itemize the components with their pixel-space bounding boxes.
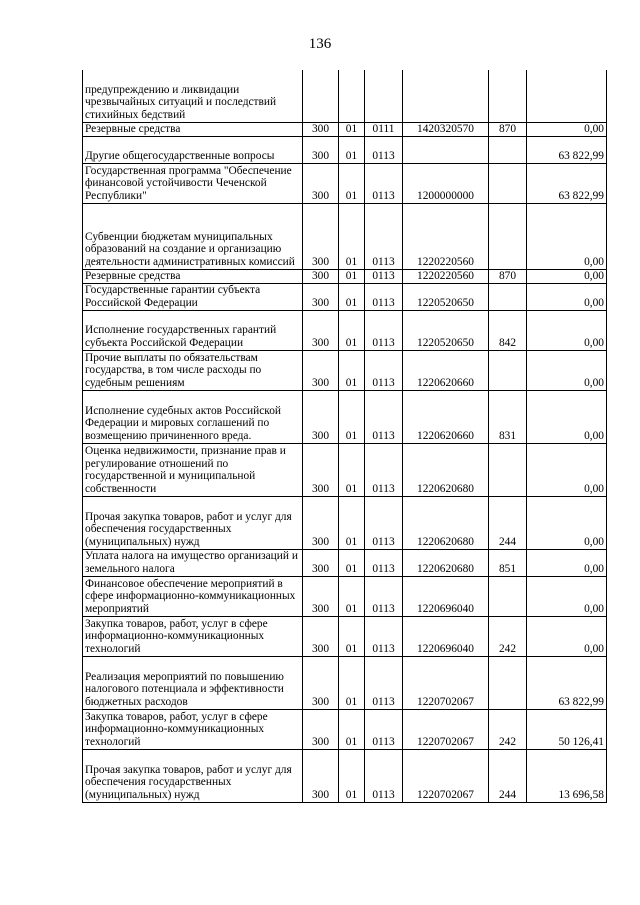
row-code xyxy=(303,70,339,122)
row-expense-type: 870 xyxy=(489,122,527,136)
row-target-article: 1420320570 xyxy=(403,122,489,136)
row-expense-type xyxy=(489,350,527,390)
table-row xyxy=(83,576,607,616)
row-name: Реализация мероприятий по повышению налогового потенциала и эффективности бюджетных расходов xyxy=(83,656,303,709)
row-target-article: 1220702067 xyxy=(403,656,489,709)
row-section: 01 xyxy=(339,350,365,390)
table-row xyxy=(83,709,607,749)
table-row xyxy=(83,310,607,350)
row-subsection: 0113 xyxy=(365,283,403,310)
row-section: 01 xyxy=(339,136,365,163)
row-subsection: 0113 xyxy=(365,549,403,576)
row-section: 01 xyxy=(339,549,365,576)
row-amount: 0,00 xyxy=(527,616,607,656)
row-amount: 13 696,58 xyxy=(527,749,607,802)
row-code: 300 xyxy=(303,269,339,283)
row-expense-type: 242 xyxy=(489,616,527,656)
budget-table-body xyxy=(83,70,607,802)
row-code: 300 xyxy=(303,203,339,269)
row-subsection: 0113 xyxy=(365,616,403,656)
row-subsection: 0113 xyxy=(365,310,403,350)
row-target-article: 1220520650 xyxy=(403,283,489,310)
row-subsection: 0113 xyxy=(365,390,403,443)
row-name: Закупка товаров, работ, услуг в сфере информационно-коммуникационных технологий xyxy=(83,709,303,749)
row-name: Другие общегосударственные вопросы xyxy=(83,136,303,163)
row-code: 300 xyxy=(303,122,339,136)
row-amount: 0,00 xyxy=(527,269,607,283)
row-code: 300 xyxy=(303,390,339,443)
row-amount: 0,00 xyxy=(527,549,607,576)
row-section: 01 xyxy=(339,269,365,283)
row-subsection: 0113 xyxy=(365,269,403,283)
row-target-article xyxy=(403,136,489,163)
row-subsection: 0111 xyxy=(365,122,403,136)
table-row xyxy=(83,496,607,549)
row-section: 01 xyxy=(339,656,365,709)
row-section: 01 xyxy=(339,163,365,203)
row-name: Государственная программа "Обеспечение финансовой устойчивости Чеченской Республики" xyxy=(83,163,303,203)
row-name: Субвенции бюджетам муниципальных образований на создание и организацию деятельности административных комиссий xyxy=(83,203,303,269)
row-amount: 0,00 xyxy=(527,310,607,350)
row-subsection: 0113 xyxy=(365,203,403,269)
row-section xyxy=(339,70,365,122)
table-row xyxy=(83,70,607,122)
row-subsection: 0113 xyxy=(365,163,403,203)
row-target-article: 1220520650 xyxy=(403,310,489,350)
row-target-article: 1220220560 xyxy=(403,203,489,269)
row-amount: 0,00 xyxy=(527,390,607,443)
row-code: 300 xyxy=(303,496,339,549)
row-expense-type xyxy=(489,283,527,310)
row-code: 300 xyxy=(303,350,339,390)
row-section: 01 xyxy=(339,616,365,656)
row-section: 01 xyxy=(339,310,365,350)
row-target-article: 1220620660 xyxy=(403,350,489,390)
row-code: 300 xyxy=(303,283,339,310)
row-expense-type: 244 xyxy=(489,496,527,549)
row-amount: 0,00 xyxy=(527,350,607,390)
row-amount: 0,00 xyxy=(527,283,607,310)
row-name: Исполнение государственных гарантий субъекта Российской Федерации xyxy=(83,310,303,350)
row-name: Резервные средства xyxy=(83,122,303,136)
row-expense-type xyxy=(489,656,527,709)
row-amount: 50 126,41 xyxy=(527,709,607,749)
row-expense-type: 242 xyxy=(489,709,527,749)
row-expense-type: 870 xyxy=(489,269,527,283)
row-subsection: 0113 xyxy=(365,749,403,802)
row-name: Государственные гарантии субъекта Российской Федерации xyxy=(83,283,303,310)
row-expense-type xyxy=(489,443,527,496)
row-section: 01 xyxy=(339,576,365,616)
row-amount: 0,00 xyxy=(527,576,607,616)
row-target-article: 1220620680 xyxy=(403,549,489,576)
row-name: Уплата налога на имущество организаций и земельного налога xyxy=(83,549,303,576)
row-target-article: 1220696040 xyxy=(403,616,489,656)
row-subsection xyxy=(365,70,403,122)
table-row xyxy=(83,549,607,576)
budget-table xyxy=(82,70,607,803)
row-target-article: 1220620680 xyxy=(403,496,489,549)
row-target-article: 1220620680 xyxy=(403,443,489,496)
row-name: Исполнение судебных актов Российской Федерации и мировых соглашений по возмещению причиненного вреда. xyxy=(83,390,303,443)
row-amount: 0,00 xyxy=(527,496,607,549)
row-name: Резервные средства xyxy=(83,269,303,283)
row-name: Финансовое обеспечение мероприятий в сфере информационно-коммуникационных мероприятий xyxy=(83,576,303,616)
row-target-article: 1200000000 xyxy=(403,163,489,203)
row-code: 300 xyxy=(303,749,339,802)
row-code: 300 xyxy=(303,136,339,163)
row-section: 01 xyxy=(339,203,365,269)
row-target-article: 1220696040 xyxy=(403,576,489,616)
table-row xyxy=(83,656,607,709)
row-subsection: 0113 xyxy=(365,443,403,496)
row-subsection: 0113 xyxy=(365,136,403,163)
row-expense-type xyxy=(489,136,527,163)
row-code: 300 xyxy=(303,310,339,350)
row-name: Прочие выплаты по обязательствам государства, в том числе расходы по судебным решениям xyxy=(83,350,303,390)
page-number: 136 xyxy=(308,36,332,52)
row-amount: 63 822,99 xyxy=(527,656,607,709)
row-section: 01 xyxy=(339,496,365,549)
row-target-article: 1220220560 xyxy=(403,269,489,283)
table-row xyxy=(83,203,607,269)
row-code: 300 xyxy=(303,709,339,749)
table-row xyxy=(83,136,607,163)
row-target-article: 1220620660 xyxy=(403,390,489,443)
row-section: 01 xyxy=(339,390,365,443)
row-target-article: 1220702067 xyxy=(403,709,489,749)
row-target-article: 1220702067 xyxy=(403,749,489,802)
row-code: 300 xyxy=(303,656,339,709)
row-expense-type: 851 xyxy=(489,549,527,576)
row-expense-type xyxy=(489,576,527,616)
row-name: Прочая закупка товаров, работ и услуг для обеспечения государственных (муниципальных) нужд xyxy=(83,496,303,549)
table-row xyxy=(83,283,607,310)
table-row xyxy=(83,163,607,203)
table-row xyxy=(83,616,607,656)
row-code: 300 xyxy=(303,616,339,656)
row-name: предупреждению и ликвидации чрезвычайных ситуаций и последствий стихийных бедствий xyxy=(83,70,303,122)
row-code: 300 xyxy=(303,163,339,203)
table-row xyxy=(83,749,607,802)
row-amount: 63 822,99 xyxy=(527,163,607,203)
row-expense-type xyxy=(489,70,527,122)
row-section: 01 xyxy=(339,709,365,749)
table-row xyxy=(83,269,607,283)
row-amount: 63 822,99 xyxy=(527,136,607,163)
row-subsection: 0113 xyxy=(365,709,403,749)
row-code: 300 xyxy=(303,576,339,616)
row-section: 01 xyxy=(339,122,365,136)
row-name: Оценка недвижимости, признание прав и регулирование отношений по государственной и муниципальной собственности xyxy=(83,443,303,496)
row-amount: 0,00 xyxy=(527,443,607,496)
row-amount: 0,00 xyxy=(527,203,607,269)
row-amount: 0,00 xyxy=(527,122,607,136)
row-code: 300 xyxy=(303,549,339,576)
row-amount xyxy=(527,70,607,122)
table-row xyxy=(83,350,607,390)
row-subsection: 0113 xyxy=(365,576,403,616)
row-subsection: 0113 xyxy=(365,496,403,549)
row-target-article xyxy=(403,70,489,122)
row-expense-type: 831 xyxy=(489,390,527,443)
row-name: Закупка товаров, работ, услуг в сфере информационно-коммуникационных технологий xyxy=(83,616,303,656)
row-section: 01 xyxy=(339,749,365,802)
row-subsection: 0113 xyxy=(365,350,403,390)
row-name: Прочая закупка товаров, работ и услуг для обеспечения государственных (муниципальных) нужд xyxy=(83,749,303,802)
row-code: 300 xyxy=(303,443,339,496)
table-row xyxy=(83,122,607,136)
table-row xyxy=(83,390,607,443)
table-row xyxy=(83,443,607,496)
row-expense-type: 244 xyxy=(489,749,527,802)
row-section: 01 xyxy=(339,443,365,496)
row-expense-type: 842 xyxy=(489,310,527,350)
row-expense-type xyxy=(489,163,527,203)
row-subsection: 0113 xyxy=(365,656,403,709)
row-section: 01 xyxy=(339,283,365,310)
row-expense-type xyxy=(489,203,527,269)
